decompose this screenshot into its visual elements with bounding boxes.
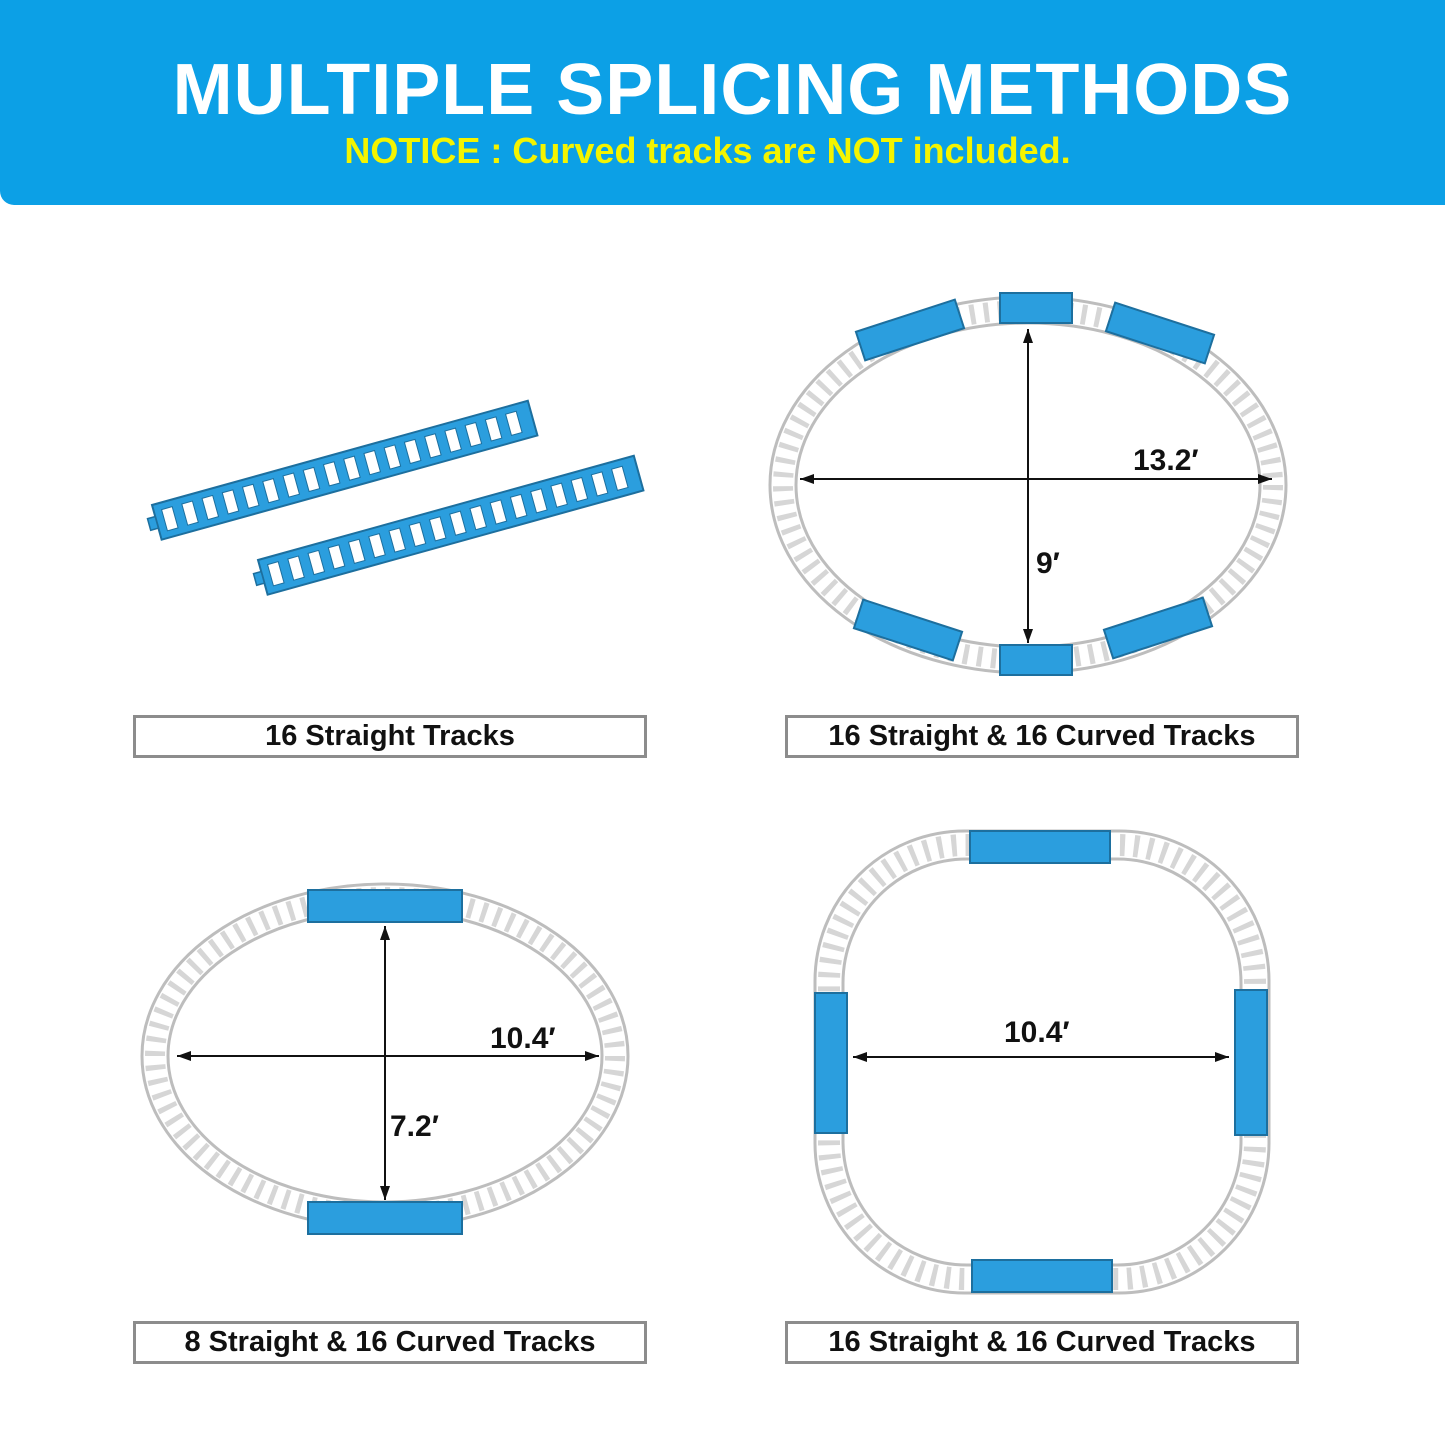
small-oval-layout-illustration [135,880,645,1250]
rounded-square-layout-illustration [805,825,1285,1300]
width-dimension: 13.2′ [1133,444,1199,477]
straight-track-piece [1000,293,1072,323]
header-banner [0,0,1445,205]
layout-caption: 16 Straight & 16 Curved Tracks [785,715,1299,758]
width-dimension: 10.4′ [490,1022,556,1055]
straight-track-piece [1104,598,1212,659]
straight-track-piece [1106,303,1214,364]
straight-track-piece [815,993,847,1133]
height-dimension: 9′ [1036,547,1060,580]
large-oval-layout-illustration [760,285,1320,695]
notice-text: NOTICE : Curved tracks are NOT included. [344,130,1071,171]
straight-track-piece [970,831,1110,863]
layout-caption: 16 Straight Tracks [133,715,647,758]
width-dimension: 10.4′ [1004,1016,1070,1049]
straight-track-piece [1235,990,1267,1135]
straight-track-piece [308,1202,462,1234]
straight-track-piece [972,1260,1112,1292]
straight-track-piece [1000,645,1072,675]
layout-caption: 8 Straight & 16 Curved Tracks [133,1321,647,1364]
page-title: MULTIPLE SPLICING METHODS [172,50,1293,130]
layout-caption: 16 Straight & 16 Curved Tracks [785,1321,1299,1364]
straight-tracks-illustration [140,360,660,620]
straight-track-piece [308,890,462,922]
height-dimension: 7.2′ [390,1110,439,1143]
straight-track-piece [856,300,964,361]
